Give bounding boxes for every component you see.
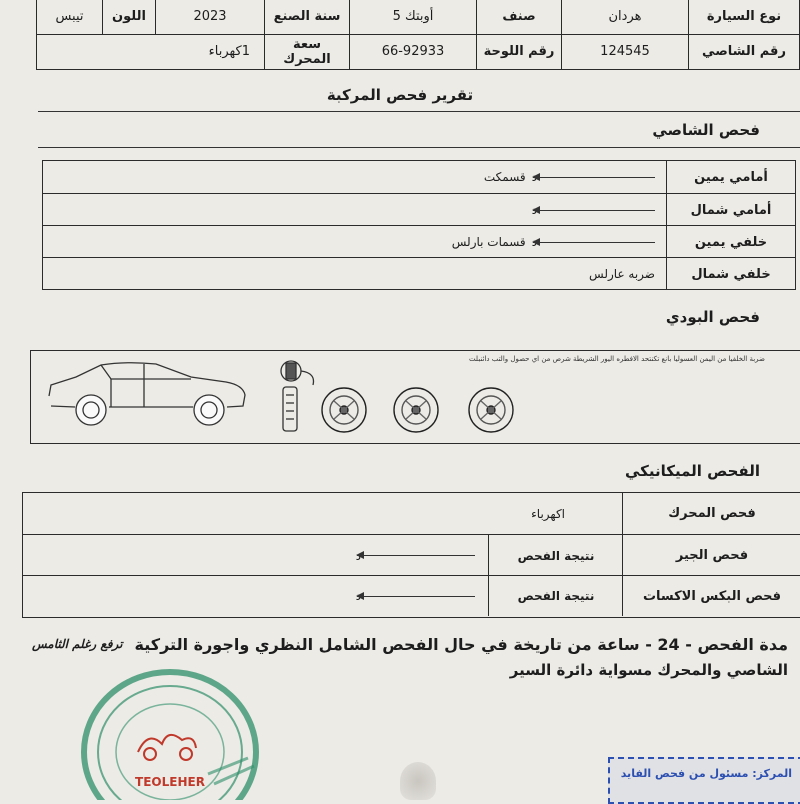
mech-row-axle — [23, 575, 800, 616]
gear-result-value: د — [355, 548, 361, 563]
gear-result-label: نتيجة الفحص — [488, 535, 623, 576]
mech-row-engine — [23, 493, 800, 534]
front-right-label: أمامي يمين — [666, 161, 795, 193]
engine-capacity-label: سعة المحرك — [265, 34, 350, 70]
axle-result-arrow — [357, 596, 475, 597]
wheel-1-icon — [322, 388, 366, 432]
front-left-arrow — [533, 210, 655, 211]
car-side-icon — [49, 363, 245, 425]
color-label: اللون — [103, 0, 156, 34]
front-right-arrow — [533, 177, 655, 178]
front-left-label: أمامي شمال — [666, 194, 795, 226]
rear-right-glyph: د — [531, 235, 537, 249]
mechanical-section-title: الفحص الميكانيكي — [624, 462, 760, 480]
engine-check-value: اكهرباء — [531, 506, 565, 521]
axle-result-value: د — [355, 589, 361, 603]
chassis-row-front-left — [43, 193, 795, 226]
bottom-blue-stamp — [608, 757, 800, 804]
front-left-glyph: د — [531, 203, 537, 217]
chassis-number-label: رقم الشاصي — [689, 34, 800, 70]
front-right-glyph: د — [531, 170, 537, 184]
chassis-section-title: فحص الشاصي — [652, 121, 760, 139]
gear-result-arrow — [357, 555, 475, 556]
gear-check-label: فحص الجير — [622, 535, 800, 576]
bottom-stamp-text: المركز: مسئول من فحص الفايد — [620, 767, 792, 780]
engine-capacity-value: 1كهرباء — [37, 34, 265, 70]
vehicle-type-label: نوع السيارة — [689, 0, 800, 34]
chassis-row-front-right — [43, 161, 795, 193]
vehicle-class-label: صنف — [477, 0, 562, 34]
vehicle-info-table — [36, 0, 800, 70]
engine-check-label: فحص المحرك — [622, 493, 800, 534]
mechanical-inspection-table — [22, 492, 800, 618]
vehicle-type-value: هردان — [562, 0, 689, 34]
rear-left-label: خلفي شمال — [666, 258, 795, 290]
official-stamp-icon — [78, 662, 264, 800]
chassis-number-value: 124545 — [562, 34, 689, 70]
wheel-2-icon — [394, 388, 438, 432]
rear-right-arrow — [533, 242, 655, 243]
signature-label: ترفع رغلم الثامس — [32, 637, 123, 651]
chassis-row-rear-left — [43, 257, 795, 290]
front-right-note: قسمكت — [483, 170, 526, 184]
smudge-mark — [400, 762, 436, 800]
mech-row-gear — [23, 534, 800, 576]
axle-result-label: نتيجة الفحص — [488, 576, 623, 616]
rear-left-value: ضربه عارلس — [589, 267, 655, 281]
year-value: 2023 — [156, 0, 265, 34]
rear-right-value — [452, 226, 537, 258]
color-value: تيبس — [37, 0, 103, 34]
chassis-inspection-table — [42, 160, 796, 290]
body-inspection-box — [30, 350, 800, 444]
vehicle-class-value: أوبتك 5 — [350, 0, 477, 34]
chassis-divider — [38, 147, 800, 148]
spare-tire-icon — [281, 361, 314, 431]
wheel-3-icon — [469, 388, 513, 432]
year-label: سنة الصنع — [265, 0, 350, 34]
car-diagram-svg — [31, 351, 800, 443]
body-inspection-note: ضربة الخلفيا من اليمن العسوليا بانع تكنتحد الافطره اليور الشريطة شرص من اي حصول والتب دائنبلت — [469, 355, 765, 363]
rear-right-label: خلفي يمين — [666, 226, 795, 258]
rear-right-note: قسمات بارلس — [451, 235, 526, 249]
axle-check-label: فحص البكس الاكسات — [622, 576, 800, 616]
front-right-value — [484, 161, 537, 193]
plate-number-label: رقم اللوحة — [477, 34, 562, 70]
body-section-title: فحص البودي — [665, 308, 760, 326]
stamp-text: TEOLEHER — [135, 775, 205, 789]
footer-note-line-2: الشاصي والمحرك مسواية دائرة السير — [509, 661, 788, 679]
footer-note-line-1: مدة الفحص - 24 - ساعة من تاريخة في حال الفحص الشامل النظري واجورة التركية — [134, 635, 788, 654]
report-title: تقرير فحص المركبة — [326, 86, 474, 104]
title-divider — [38, 111, 800, 112]
chassis-row-rear-right — [43, 225, 795, 258]
plate-number-value: 66-92933 — [350, 34, 477, 70]
